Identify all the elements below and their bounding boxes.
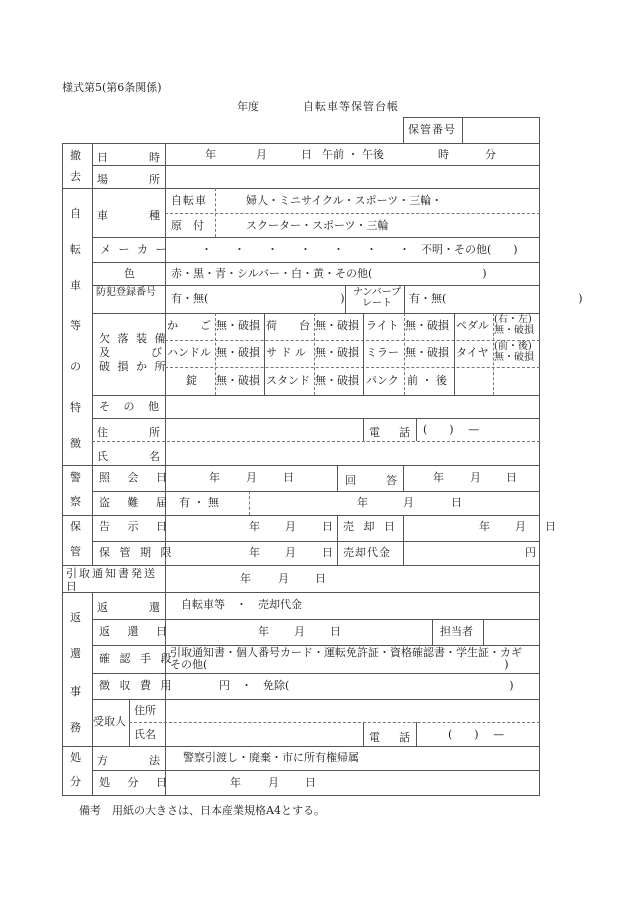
missing-label-3: 破 損 か 所 [99, 360, 168, 373]
inquiry-label: 照 会 日 [99, 471, 174, 484]
category-police-1: 警 [70, 471, 81, 484]
other-label: そ の 他 [99, 400, 164, 413]
dashed-rule [215, 188, 216, 237]
receiver-address-label: 住所 [134, 704, 156, 717]
missing-label-2: 及 び [99, 346, 164, 359]
rule [432, 619, 433, 645]
dashed-rule [129, 722, 540, 723]
category-features-7: 徴 [70, 437, 81, 450]
part-basket: か ご [167, 319, 211, 332]
rule [337, 515, 338, 565]
plate-label: ナンバープレート [352, 287, 402, 309]
sale-month: 月 [515, 520, 526, 533]
vehicle-type-label [97, 207, 160, 223]
removal-ampm[interactable]: 午前 ・ 午後 [322, 148, 384, 161]
owner-phone-value[interactable]: ( ) — [423, 423, 480, 436]
notice-sent-month: 月 [278, 572, 289, 585]
category-features-5: の [70, 360, 81, 373]
rule [92, 699, 540, 700]
label-char: 答 [386, 474, 397, 487]
part-lock-status[interactable]: 無・破損 [216, 374, 260, 387]
disposal-date-label: 処 分 日 [99, 776, 174, 789]
receiver-phone-value[interactable]: ( ) — [448, 728, 505, 741]
rule [92, 491, 540, 492]
rule [62, 746, 540, 747]
notice-day: 日 [322, 520, 333, 533]
category-return-4: 務 [70, 721, 81, 734]
rule [539, 117, 540, 143]
rule [403, 515, 404, 565]
rule [92, 143, 93, 565]
sale-year: 年 [479, 520, 490, 533]
disposal-month: 月 [268, 776, 279, 789]
category-features-3: 車 [70, 279, 81, 292]
label-char: 電 [369, 426, 380, 439]
deadline-year: 年 [249, 546, 260, 559]
theft-year: 年 [357, 496, 368, 509]
return-label [97, 599, 160, 615]
part-tire-status[interactable]: (前・後)無・破損 [494, 341, 534, 363]
label-char: 場 [97, 173, 108, 186]
receiver-name-label: 氏名 [134, 728, 156, 741]
table-bottom [62, 795, 540, 796]
notice-sent-year: 年 [240, 572, 251, 585]
theft-day: 日 [451, 496, 462, 509]
notice-month: 月 [285, 520, 296, 533]
notice-label: 告 示 日 [99, 520, 174, 533]
dashed-rule [165, 367, 540, 368]
label-char: 回 [345, 474, 356, 487]
sale-price-label: 売却代金 [343, 546, 391, 559]
label-char: 電 [369, 731, 380, 744]
part-pedal-status[interactable]: (右・左)無・破損 [494, 314, 534, 336]
label-char: 所 [149, 426, 160, 439]
rule [345, 285, 346, 313]
rule [416, 418, 417, 441]
category-return-1: 返 [70, 611, 81, 624]
staff-label: 担当者 [440, 625, 473, 638]
label-char: 還 [149, 601, 160, 614]
removal-hour: 時 [438, 148, 449, 161]
removal-year: 年 [205, 148, 216, 161]
rule [403, 465, 404, 491]
part-stand: スタンド [266, 374, 310, 387]
confirm-label: 確 認 手 段 [99, 652, 175, 665]
table-top [62, 143, 540, 144]
removal-day: 日 [301, 148, 312, 161]
staff-field[interactable] [486, 622, 536, 642]
label-char: 種 [149, 209, 160, 222]
part-handle-status[interactable]: 無・破損 [216, 346, 260, 359]
rule [92, 619, 540, 620]
inquiry-month: 月 [246, 471, 257, 484]
label-char: 話 [399, 731, 410, 744]
maker-options[interactable]: ・ ・ ・ ・ ・ ・ ・ 不明・その他( ) [201, 243, 518, 256]
owner-phone-label [369, 424, 410, 440]
part-saddle: サ ド ル [266, 346, 306, 359]
deadline-label: 保 管 期 限 [99, 546, 175, 559]
part-carrier: 荷 台 [266, 319, 310, 332]
part-light: ライト [366, 319, 399, 332]
return-value[interactable]: 自転車等 ・ 売却代金 [181, 598, 302, 611]
removal-minute: 分 [485, 148, 496, 161]
return-date-label: 返 還 日 [99, 625, 174, 638]
category-features-1: 自 [70, 207, 81, 220]
table-left [62, 143, 63, 795]
receiver-label: 受取人 [93, 715, 126, 728]
rule [462, 117, 463, 143]
method-value[interactable]: 警察引渡し・廃棄・市に所有権帰属 [183, 751, 359, 764]
disposal-year: 年 [230, 776, 241, 789]
disposal-day: 日 [305, 776, 316, 789]
category-features-6: 特 [70, 401, 81, 414]
part-stand-status[interactable]: 無・破損 [315, 374, 359, 387]
rule [92, 592, 93, 795]
inquiry-year: 年 [209, 471, 220, 484]
part-puncture: パンク [366, 374, 399, 387]
category-return-2: 還 [70, 647, 81, 660]
notice-sent-label: 引取通知書発送日 [66, 567, 157, 593]
sale-date-label: 売 却 日 [343, 520, 398, 533]
dashed-rule [249, 491, 250, 515]
dashed-rule [165, 340, 540, 341]
label-char: 名 [149, 450, 160, 463]
deadline-month: 月 [285, 546, 296, 559]
rule [92, 541, 540, 542]
category-storage-2: 管 [70, 545, 81, 558]
receiver-phone-label [369, 729, 410, 745]
dashed-rule [92, 441, 540, 442]
year-label: 年度 [237, 100, 259, 113]
storage-number-field[interactable] [466, 120, 536, 140]
bicycle-options[interactable]: 婦人・ミニサイクル・スポーツ・三輪・ [246, 194, 443, 207]
return-month: 月 [294, 625, 305, 638]
return-year: 年 [258, 625, 269, 638]
deadline-day: 日 [322, 546, 333, 559]
part-carrier-status[interactable]: 無・破損 [315, 319, 359, 332]
category-removal-1: 撤 [70, 149, 81, 162]
owner-address-label [97, 424, 160, 440]
label-char: 時 [149, 151, 160, 164]
inquiry-day: 日 [283, 471, 294, 484]
part-handle: ハンドル [167, 346, 211, 359]
rule [62, 465, 540, 466]
sale-price-unit: 円 [525, 546, 536, 559]
rule [363, 722, 364, 746]
crime-reg-label: 防犯登録番号 [96, 287, 156, 298]
storage-number-label: 保管番号 [408, 123, 456, 136]
part-pedal: ペダル [456, 319, 489, 332]
label-char: 車 [97, 209, 108, 222]
part-tire: タイヤ [456, 346, 489, 359]
method-label [97, 752, 160, 768]
confirm-value-line1[interactable]: 引取通知書・個人番号カード・運転免許証・資格確認書・学生証・カギ [170, 646, 522, 659]
crime-reg-value[interactable]: 有・無( ) [171, 292, 345, 305]
category-storage-1: 保 [70, 520, 81, 533]
rule [62, 515, 540, 516]
datetime-label [97, 149, 160, 165]
rule [92, 262, 540, 263]
rule [92, 770, 540, 771]
answer-label [345, 472, 397, 488]
answer-month: 月 [470, 471, 481, 484]
category-disposal-2: 分 [70, 775, 81, 788]
label-char: 所 [149, 173, 160, 186]
part-light-status[interactable]: 無・破損 [405, 319, 449, 332]
rule [337, 465, 338, 491]
category-police-2: 察 [70, 495, 81, 508]
category-disposal-1: 処 [70, 751, 81, 764]
notice-sent-day: 日 [315, 572, 326, 585]
color-options[interactable]: 赤・黒・青・シルバー・白・黄・その他( ) [171, 267, 487, 280]
footer-note: 備考 用紙の大きさは、日本産業規格A4とする。 [79, 804, 325, 817]
removal-month: 月 [256, 148, 267, 161]
label-char: 氏 [97, 450, 108, 463]
part-mirror-status[interactable]: 無・破損 [405, 346, 449, 359]
sale-day: 日 [545, 520, 556, 533]
rule [92, 237, 540, 238]
rule [403, 117, 540, 118]
confirm-value-line2[interactable]: その他( ) [170, 658, 509, 671]
rule [92, 673, 540, 674]
dashed-rule [165, 213, 540, 214]
maker-label: メ ー カ ー [100, 243, 169, 256]
label-char: 日 [97, 151, 108, 164]
plate-value[interactable]: 有・無( ) [409, 292, 583, 305]
category-features-4: 等 [70, 319, 81, 332]
place-label [97, 171, 160, 187]
theft-month: 月 [403, 496, 414, 509]
moped-options[interactable]: スクーター・スポーツ・三輪 [246, 219, 389, 232]
rule [92, 313, 540, 314]
category-features-2: 転 [70, 243, 81, 256]
notice-year: 年 [249, 520, 260, 533]
form-number: 様式第5(第6条関係) [62, 81, 162, 94]
bicycle-label: 自転車 [171, 194, 207, 207]
answer-day: 日 [506, 471, 517, 484]
owner-name-label [97, 448, 160, 464]
rule [403, 117, 404, 143]
rule [165, 143, 166, 795]
rule [363, 313, 364, 395]
rule [404, 285, 405, 313]
rule [62, 565, 540, 566]
table-right [539, 143, 540, 795]
fee-value[interactable]: 円 ・ 免除( ) [219, 679, 514, 692]
fee-label: 徴 収 費 用 [99, 679, 175, 692]
label-char: 法 [149, 754, 160, 767]
rule [62, 188, 540, 189]
rule [92, 418, 540, 419]
label-char: 方 [97, 754, 108, 767]
rule [454, 313, 455, 395]
part-mirror: ミラー [366, 346, 399, 359]
missing-label-1: 欠 落 装 備 [99, 332, 168, 345]
answer-year: 年 [433, 471, 444, 484]
category-return-3: 事 [70, 685, 81, 698]
ledger-title: 自転車等保管台帳 [303, 100, 399, 113]
part-basket-status[interactable]: 無・破損 [216, 319, 260, 332]
rule [483, 619, 484, 645]
category-removal-2: 去 [70, 170, 81, 183]
part-lock: 錠 [186, 374, 197, 387]
return-day: 日 [330, 625, 341, 638]
label-char: 話 [399, 426, 410, 439]
rule [416, 722, 417, 746]
part-saddle-status[interactable]: 無・破損 [315, 346, 359, 359]
rule [92, 165, 540, 166]
color-label: 色 [124, 267, 135, 280]
label-char: 住 [97, 426, 108, 439]
theft-yesno[interactable]: 有 ・ 無 [179, 496, 219, 509]
part-puncture-status[interactable]: 前 ・ 後 [407, 374, 447, 387]
moped-label: 原 付 [171, 219, 204, 232]
label-char: 返 [97, 601, 108, 614]
rule [92, 395, 540, 396]
rule [363, 418, 364, 441]
theft-label: 盗 難 届 [99, 496, 174, 509]
rule [92, 285, 540, 286]
rule [264, 313, 265, 395]
